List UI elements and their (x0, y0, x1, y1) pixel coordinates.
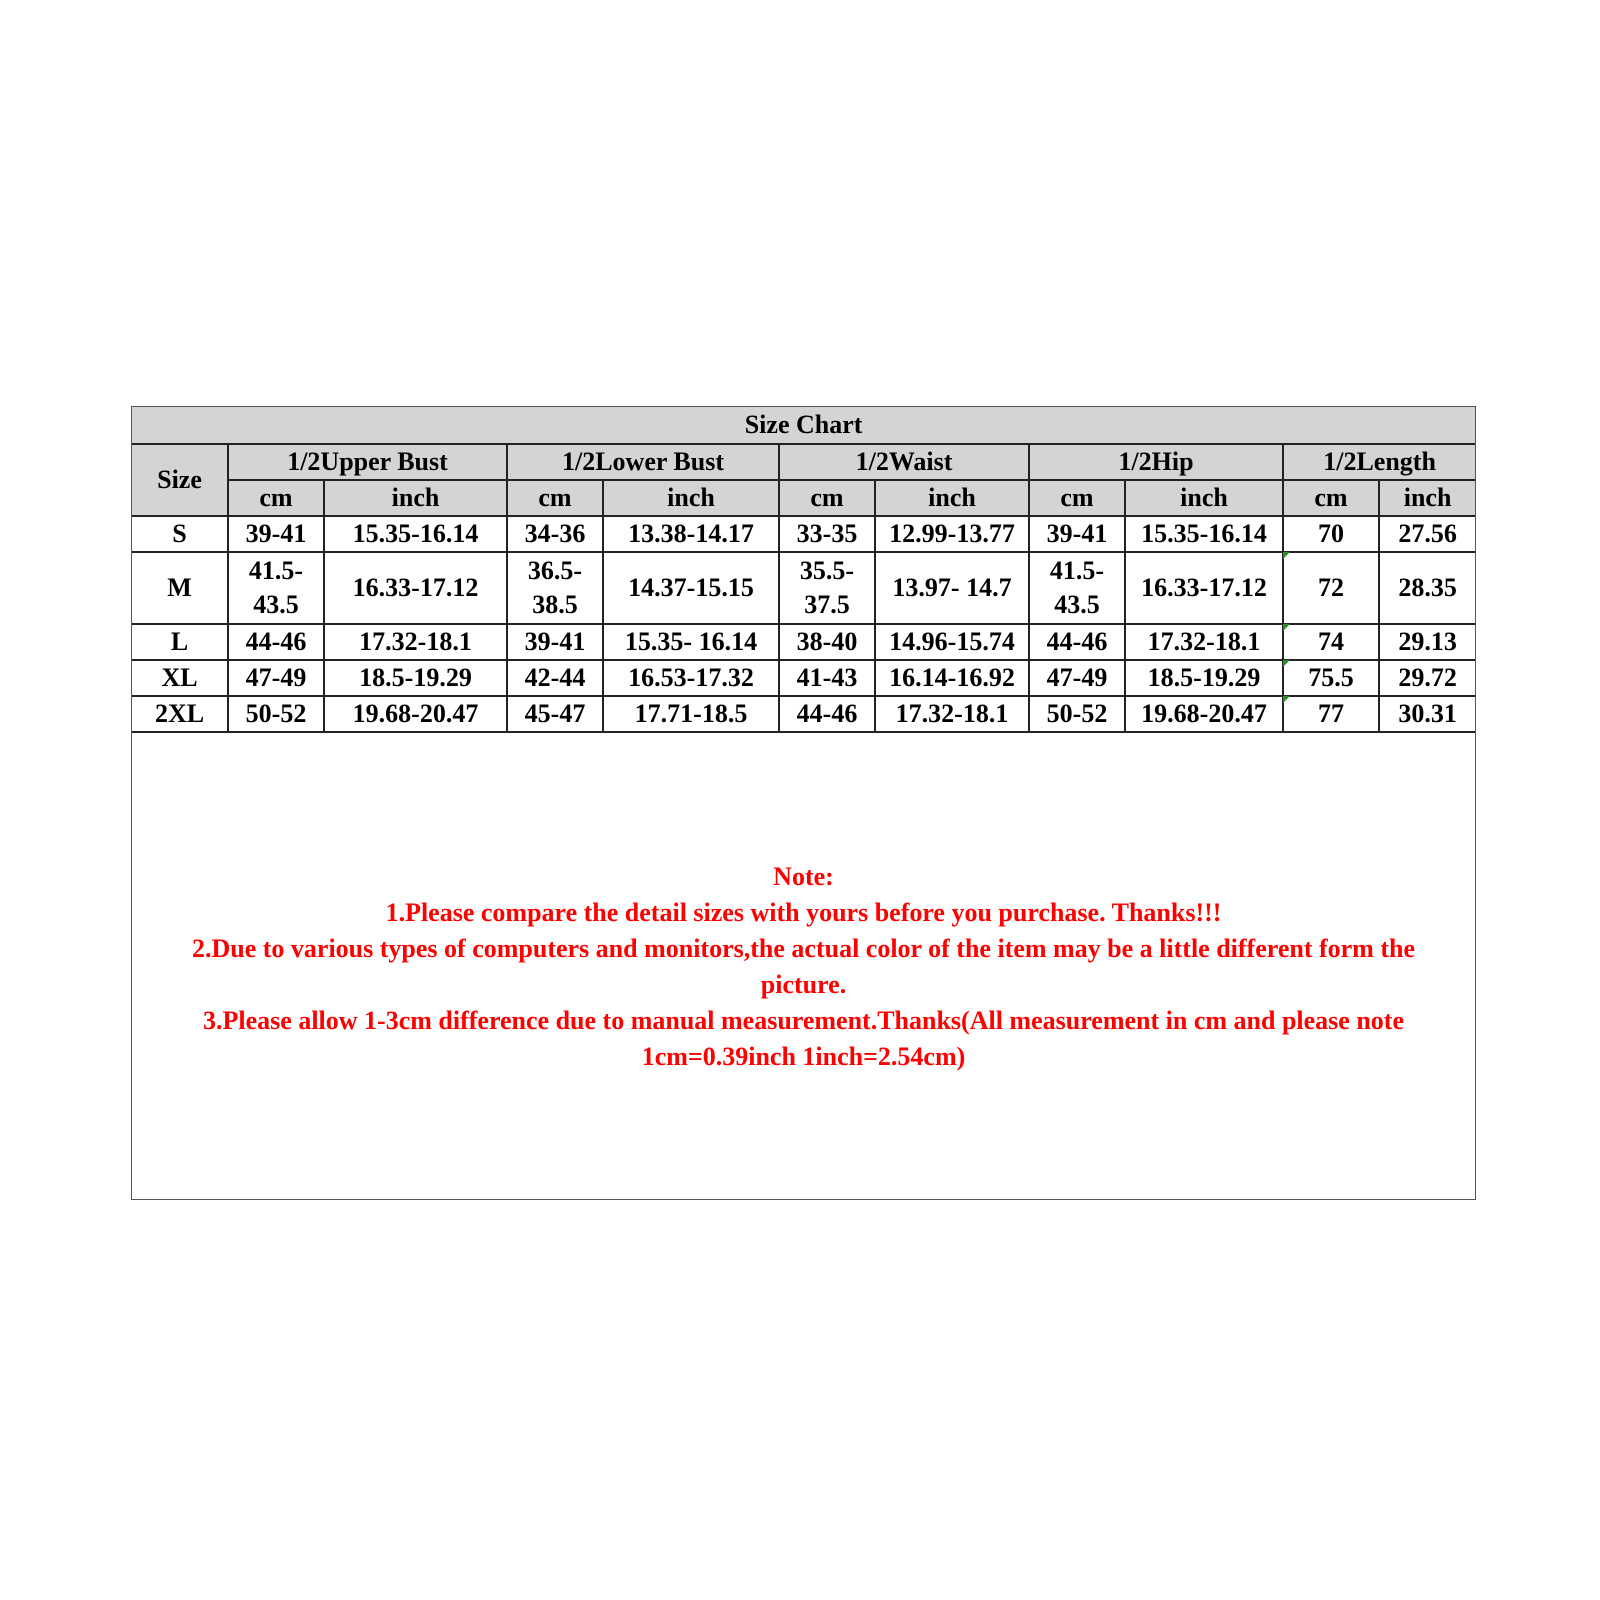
group-header-waist: 1/2Waist (779, 444, 1029, 480)
table-cell: 47-49 (228, 660, 324, 696)
size-label: XL (132, 660, 228, 696)
table-cell: 12.99-13.77 (875, 516, 1029, 552)
table-cell: 74 (1283, 624, 1379, 660)
table-cell: 75.5 (1283, 660, 1379, 696)
unit-header: inch (1125, 480, 1283, 516)
table-cell: 19.68-20.47 (1125, 696, 1283, 732)
table-row (132, 516, 1475, 552)
table-cell: 36.5-38.5 (507, 552, 603, 624)
table-row (132, 624, 1475, 660)
table-cell: 18.5-19.29 (324, 660, 507, 696)
table-cell: 34-36 (507, 516, 603, 552)
unit-header: inch (875, 480, 1029, 516)
table-cell: 35.5-37.5 (779, 552, 875, 624)
table-cell: 44-46 (1029, 624, 1125, 660)
unit-header: cm (228, 480, 324, 516)
table-cell: 17.32-18.1 (1125, 624, 1283, 660)
table-cell: 27.56 (1379, 516, 1475, 552)
table-cell: 15.35-16.14 (324, 516, 507, 552)
size-chart-table (132, 407, 1475, 733)
table-cell: 39-41 (1029, 516, 1125, 552)
table-cell: 30.31 (1379, 696, 1475, 732)
table-cell: 15.35-16.14 (1125, 516, 1283, 552)
table-cell: 39-41 (507, 624, 603, 660)
table-cell: 44-46 (228, 624, 324, 660)
note-line: 2.Due to various types of computers and monitors,the actual color of the item may be a little different form the picture. (191, 934, 1415, 999)
table-cell: 13.38-14.17 (603, 516, 779, 552)
size-column-header: Size (132, 444, 228, 516)
table-cell: 33-35 (779, 516, 875, 552)
unit-header: inch (603, 480, 779, 516)
unit-header: inch (324, 480, 507, 516)
table-cell: 16.14-16.92 (875, 660, 1029, 696)
table-cell: 16.33-17.12 (1125, 552, 1283, 624)
notes-section (132, 859, 1475, 1075)
unit-header: cm (1029, 480, 1125, 516)
table-cell: 50-52 (1029, 696, 1125, 732)
note-line: 1.Please compare the detail sizes with yours before you purchase. Thanks!!! (385, 898, 1222, 927)
table-cell: 70 (1283, 516, 1379, 552)
table-cell: 41.5-43.5 (228, 552, 324, 624)
unit-header: cm (1283, 480, 1379, 516)
table-cell: 28.35 (1379, 552, 1475, 624)
table-cell: 13.97- 14.7 (875, 552, 1029, 624)
table-cell: 17.71-18.5 (603, 696, 779, 732)
table-cell: 19.68-20.47 (324, 696, 507, 732)
table-cell: 38-40 (779, 624, 875, 660)
table-cell: 39-41 (228, 516, 324, 552)
unit-header: inch (1379, 480, 1475, 516)
unit-header: cm (507, 480, 603, 516)
size-label: L (132, 624, 228, 660)
table-row (132, 552, 1475, 624)
table-cell: 14.37-15.15 (603, 552, 779, 624)
table-cell: 77 (1283, 696, 1379, 732)
size-label: S (132, 516, 228, 552)
note-line: 3.Please allow 1-3cm difference due to manual measurement.Thanks(All measurement in cm and please note 1cm=0.39inch 1inch=2.54cm) (203, 1006, 1404, 1071)
table-cell: 72 (1283, 552, 1379, 624)
table-cell: 17.32-18.1 (324, 624, 507, 660)
table-cell: 42-44 (507, 660, 603, 696)
group-header-upper-bust: 1/2Upper Bust (228, 444, 507, 480)
group-header-length: 1/2Length (1283, 444, 1475, 480)
table-cell: 50-52 (228, 696, 324, 732)
table-cell: 41.5-43.5 (1029, 552, 1125, 624)
table-cell: 16.53-17.32 (603, 660, 779, 696)
unit-header: cm (779, 480, 875, 516)
table-cell: 47-49 (1029, 660, 1125, 696)
table-row (132, 660, 1475, 696)
table-cell: 15.35- 16.14 (603, 624, 779, 660)
size-chart-sheet (131, 406, 1476, 1200)
table-cell: 16.33-17.12 (324, 552, 507, 624)
table-cell: 29.13 (1379, 624, 1475, 660)
notes-heading: Note: (773, 862, 834, 891)
group-header-hip: 1/2Hip (1029, 444, 1283, 480)
table-cell: 14.96-15.74 (875, 624, 1029, 660)
table-cell: 45-47 (507, 696, 603, 732)
table-row (132, 696, 1475, 732)
table-title: Size Chart (132, 407, 1475, 444)
table-cell: 18.5-19.29 (1125, 660, 1283, 696)
table-cell: 44-46 (779, 696, 875, 732)
group-header-lower-bust: 1/2Lower Bust (507, 444, 779, 480)
table-cell: 17.32-18.1 (875, 696, 1029, 732)
table-cell: 29.72 (1379, 660, 1475, 696)
size-label: 2XL (132, 696, 228, 732)
size-label: M (132, 552, 228, 624)
table-cell: 41-43 (779, 660, 875, 696)
